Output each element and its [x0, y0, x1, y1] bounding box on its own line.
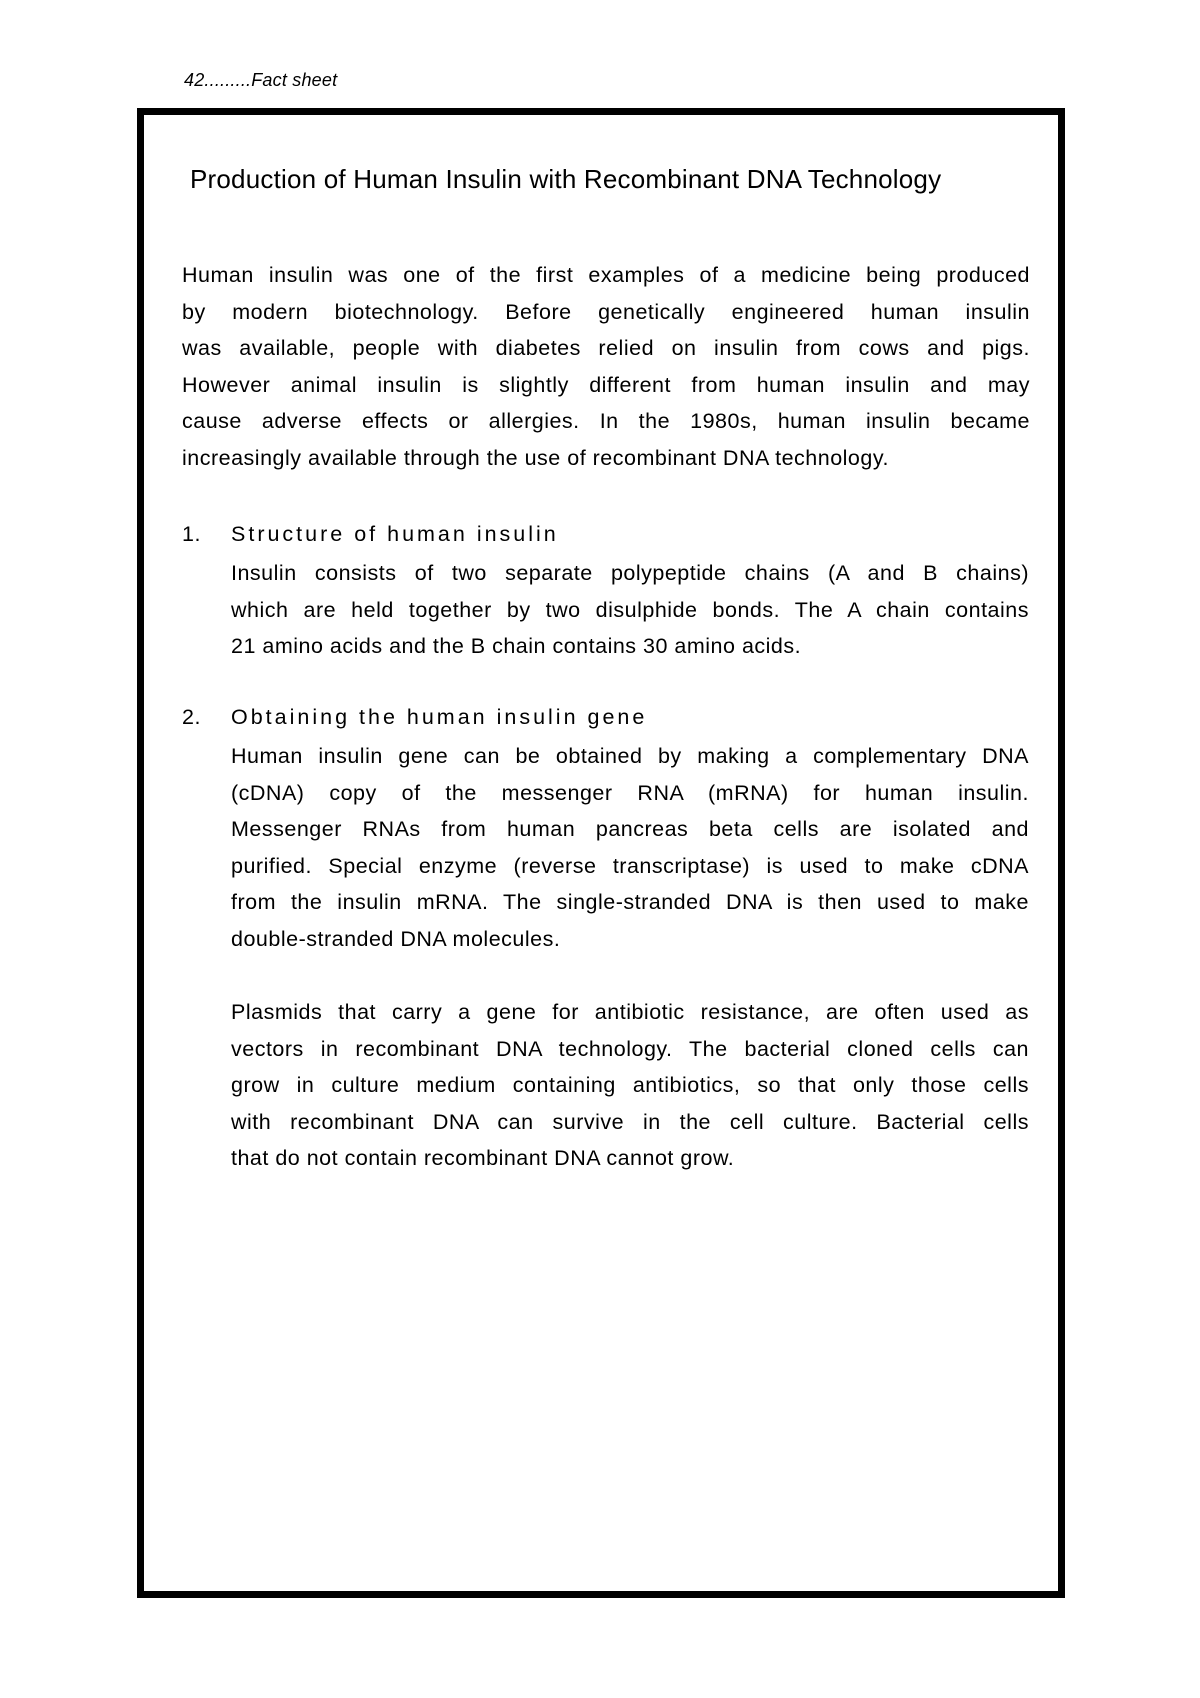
text-line: Plasmids that carry a gene for antibiotic resistance, are often used as	[231, 1000, 1029, 1024]
text-line: by modern biotechnology. Before genetically engineered human insulin	[182, 299, 1030, 324]
text-line: purified. Special enzyme (reverse transcriptase) is used to make cDNA	[231, 853, 1029, 878]
section-2-paragraph-2	[231, 994, 1029, 1177]
text-line: vectors in recombinant DNA technology. The bacterial cloned cells can	[231, 1036, 1029, 1061]
section-2-heading: Obtaining the human insulin gene	[231, 705, 648, 729]
text-line: Messenger RNAs from human pancreas beta cells are isolated and	[231, 817, 1029, 841]
text-line: double-stranded DNA molecules.	[231, 926, 561, 951]
text-line: grow in culture medium containing antibiotics, so that only those cells	[231, 1073, 1029, 1097]
document-title: Production of Human Insulin with Recombinant DNA Technology	[190, 164, 942, 194]
intro-paragraph	[182, 257, 1030, 476]
text-line: Insulin consists of two separate polypeptide chains (A and B chains)	[231, 561, 1029, 585]
section-1-body	[231, 555, 1029, 665]
text-line: increasingly available through the use of recombinant DNA technology.	[182, 445, 889, 470]
text-line: However animal insulin is slightly different from human insulin and may	[182, 372, 1030, 397]
text-line: Human insulin was one of the first examples of a medicine being produced	[182, 263, 1030, 287]
text-line: 21 amino acids and the B chain contains 30 amino acids.	[231, 634, 802, 658]
section-2-number: 2.	[182, 705, 201, 729]
text-line: that do not contain recombinant DNA cannot grow.	[231, 1146, 735, 1170]
section-1-heading: Structure of human insulin	[231, 522, 559, 546]
text-line: Human insulin gene can be obtained by making a complementary DNA	[231, 744, 1029, 768]
text-line: which are held together by two disulphide bonds. The A chain contains	[231, 597, 1029, 622]
section-1-number: 1.	[182, 522, 201, 546]
text-line: was available, people with diabetes relied on insulin from cows and pigs.	[182, 336, 1030, 360]
text-line: cause adverse effects or allergies. In the 1980s, human insulin became	[182, 409, 1030, 433]
text-line: (cDNA) copy of the messenger RNA (mRNA) for human insulin.	[231, 780, 1029, 805]
page-header: 42.........Fact sheet	[184, 70, 338, 90]
text-line: with recombinant DNA can survive in the cell culture. Bacterial cells	[231, 1109, 1029, 1134]
section-2-body	[231, 738, 1029, 957]
text-line: from the insulin mRNA. The single-stranded DNA is then used to make	[231, 890, 1029, 914]
